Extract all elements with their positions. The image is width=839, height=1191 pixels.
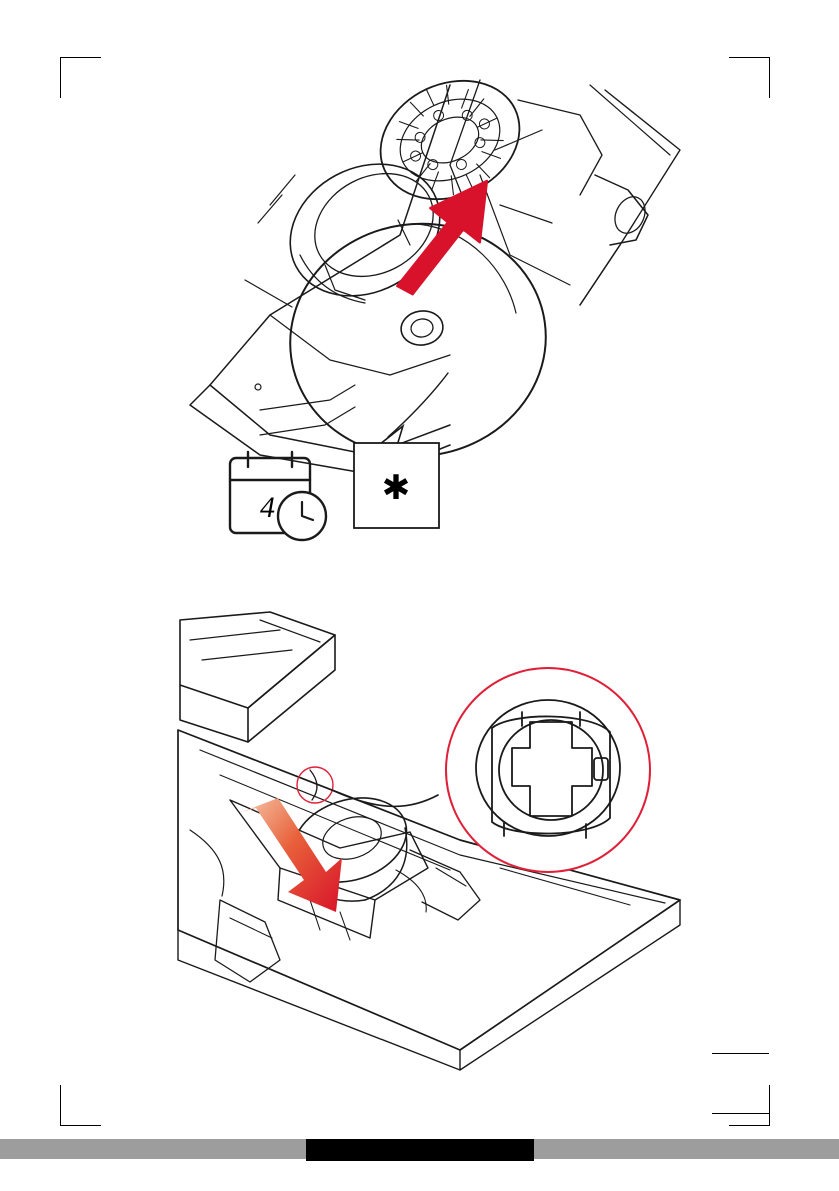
- figure-top-remove-filter: [150, 55, 690, 555]
- calendar-day-value: 4: [260, 491, 275, 524]
- page-rule-lower: [712, 1113, 769, 1114]
- asterisk-note-symbol: ✱: [381, 469, 411, 507]
- asterisk-callout: [354, 426, 439, 528]
- arrow-refit-direction: [242, 798, 342, 912]
- calendar-clock-icon: [230, 452, 326, 540]
- page-rule-upper: [712, 1053, 769, 1054]
- crop-mark-bottom-right: [729, 1085, 770, 1126]
- crop-mark-bottom-left: [60, 1085, 101, 1126]
- crop-mark-top-right: [729, 57, 770, 98]
- arrow-remove-direction: [397, 181, 487, 294]
- detail-magnifier: [446, 668, 650, 872]
- crop-mark-top-left: [60, 57, 101, 98]
- detail-source-circle: [297, 767, 333, 803]
- figure-bottom-refit-filter: [160, 600, 700, 1070]
- footer-white-strip: [0, 1161, 839, 1191]
- footer-black-block: [306, 1139, 534, 1161]
